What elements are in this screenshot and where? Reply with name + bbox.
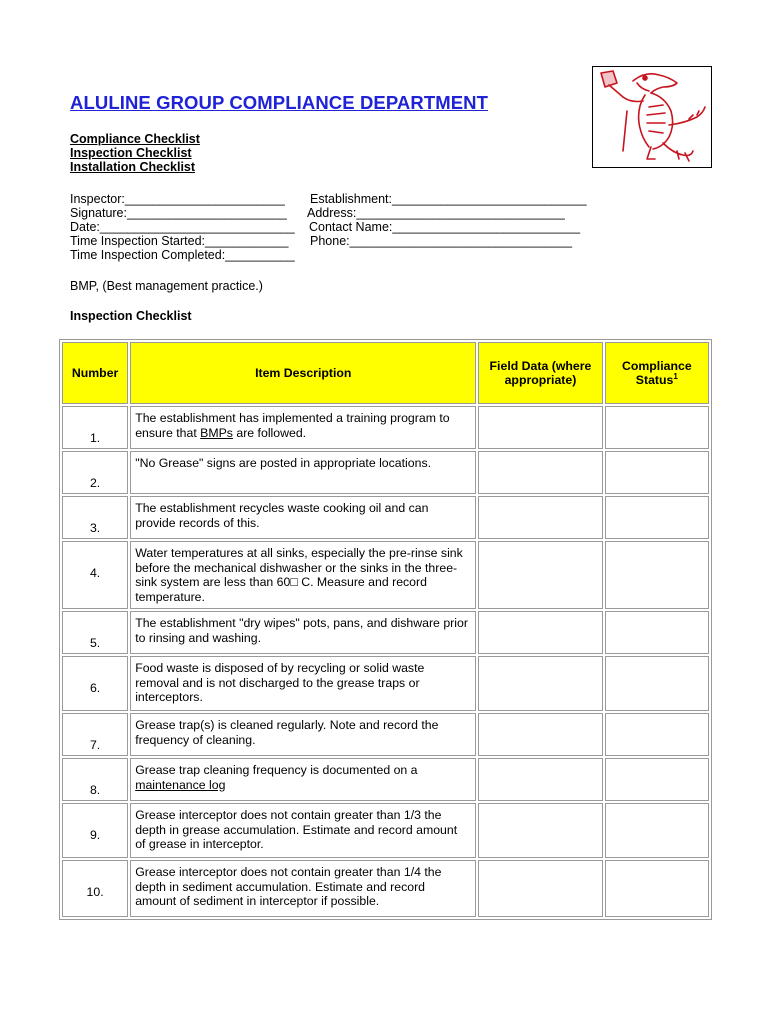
row-number: 7. [62, 713, 128, 756]
row-number: 3. [62, 496, 128, 539]
date-field[interactable]: Date:____________________________ [70, 220, 295, 234]
compliance-checklist-link[interactable]: Compliance Checklist [70, 132, 200, 146]
header-field-data: Field Data (where appropriate) [478, 342, 602, 404]
compliance-status-cell[interactable] [605, 758, 709, 801]
bmp-note: BMP, (Best management practice.) [70, 279, 263, 293]
table-row [62, 611, 709, 654]
table-row [62, 406, 709, 449]
page-title: ALULINE GROUP COMPLIANCE DEPARTMENT [70, 92, 489, 113]
phone-field[interactable]: Phone:________________________________ [310, 234, 573, 248]
item-description: Grease interceptor does not contain greater than 1/4 the depth in sediment accumulation. Estimate and record amount of sediment in interceptor if possible. [130, 860, 476, 917]
alligator-mascot-icon [593, 67, 711, 167]
row-number: 5. [62, 611, 128, 654]
table-row [62, 803, 709, 858]
table-row [62, 451, 709, 494]
table-row [62, 496, 709, 539]
header-item-description: Item Description [130, 342, 476, 404]
inspection-checklist-table [59, 339, 712, 920]
compliance-status-cell[interactable] [605, 860, 709, 917]
inspector-field[interactable]: Inspector:_______________________ [70, 192, 285, 206]
row-number: 10. [62, 860, 128, 917]
field-data-cell[interactable] [478, 496, 602, 539]
row-number: 2. [62, 451, 128, 494]
glossary-link[interactable]: BMPs [200, 425, 233, 440]
mascot-logo [592, 66, 712, 168]
installation-checklist-link[interactable]: Installation Checklist [70, 160, 196, 174]
compliance-status-cell[interactable] [605, 803, 709, 858]
item-description: Grease interceptor does not contain greater than 1/3 the depth in grease accumulation. Estimate and record amount of grease in interceptor. [130, 803, 476, 858]
table-row [62, 656, 709, 711]
address-field[interactable]: Address:______________________________ [307, 206, 565, 220]
header-number: Number [62, 342, 128, 404]
establishment-field[interactable]: Establishment:____________________________ [310, 192, 587, 206]
signature-field[interactable]: Signature:_______________________ [70, 206, 287, 220]
field-data-cell[interactable] [478, 656, 602, 711]
row-number: 1. [62, 406, 128, 449]
compliance-status-cell[interactable] [605, 496, 709, 539]
field-data-cell[interactable] [478, 758, 602, 801]
item-description: Food waste is disposed of by recycling or solid waste removal and is not discharged to the grease traps or interceptors. [130, 656, 476, 711]
field-data-cell[interactable] [478, 406, 602, 449]
table-row [62, 713, 709, 756]
field-data-cell[interactable] [478, 713, 602, 756]
footnote-marker[interactable]: 1 [673, 371, 678, 381]
row-number: 6. [62, 656, 128, 711]
compliance-status-cell[interactable] [605, 451, 709, 494]
compliance-status-cell[interactable] [605, 541, 709, 609]
field-data-cell[interactable] [478, 803, 602, 858]
table-row [62, 860, 709, 917]
row-number: 9. [62, 803, 128, 858]
row-number: 4. [62, 541, 128, 609]
header-compliance-status: Compliance Status$^1$ [605, 342, 709, 404]
field-data-cell[interactable] [478, 860, 602, 917]
section-title: Inspection Checklist [70, 309, 192, 323]
field-data-cell[interactable] [478, 611, 602, 654]
item-description: Grease trap cleaning frequency is documented on a maintenance log [130, 758, 476, 801]
glossary-link[interactable]: maintenance log [135, 777, 226, 792]
item-description: Water temperatures at all sinks, especially the pre-rinse sink before the mechanical dishwasher or the sinks in the three-sink system are less than 60□ C. Measure and record temperature. [130, 541, 476, 609]
item-description: The establishment "dry wipes" pots, pans, and dishware prior to rinsing and washing. [130, 611, 476, 654]
table-header-row [62, 342, 709, 404]
item-description: The establishment has implemented a training program to ensure that BMPs are followed. [130, 406, 476, 449]
inspection-checklist-link[interactable]: Inspection Checklist [70, 146, 192, 160]
item-description: The establishment recycles waste cooking oil and can provide records of this. [130, 496, 476, 539]
table-row [62, 758, 709, 801]
item-description: Grease trap(s) is cleaned regularly. Note and record the frequency of cleaning. [130, 713, 476, 756]
checklist-links [70, 132, 200, 174]
compliance-status-cell[interactable] [605, 713, 709, 756]
compliance-status-cell[interactable] [605, 656, 709, 711]
time-completed-field[interactable]: Time Inspection Completed:__________ [70, 248, 295, 262]
time-started-field[interactable]: Time Inspection Started:____________ [70, 234, 289, 248]
contact-name-field[interactable]: Contact Name:___________________________ [309, 220, 581, 234]
field-data-cell[interactable] [478, 451, 602, 494]
compliance-status-cell[interactable] [605, 406, 709, 449]
item-description: "No Grease" signs are posted in appropriate locations. [130, 451, 476, 494]
row-number: 8. [62, 758, 128, 801]
table-row [62, 541, 709, 609]
field-data-cell[interactable] [478, 541, 602, 609]
compliance-status-cell[interactable] [605, 611, 709, 654]
